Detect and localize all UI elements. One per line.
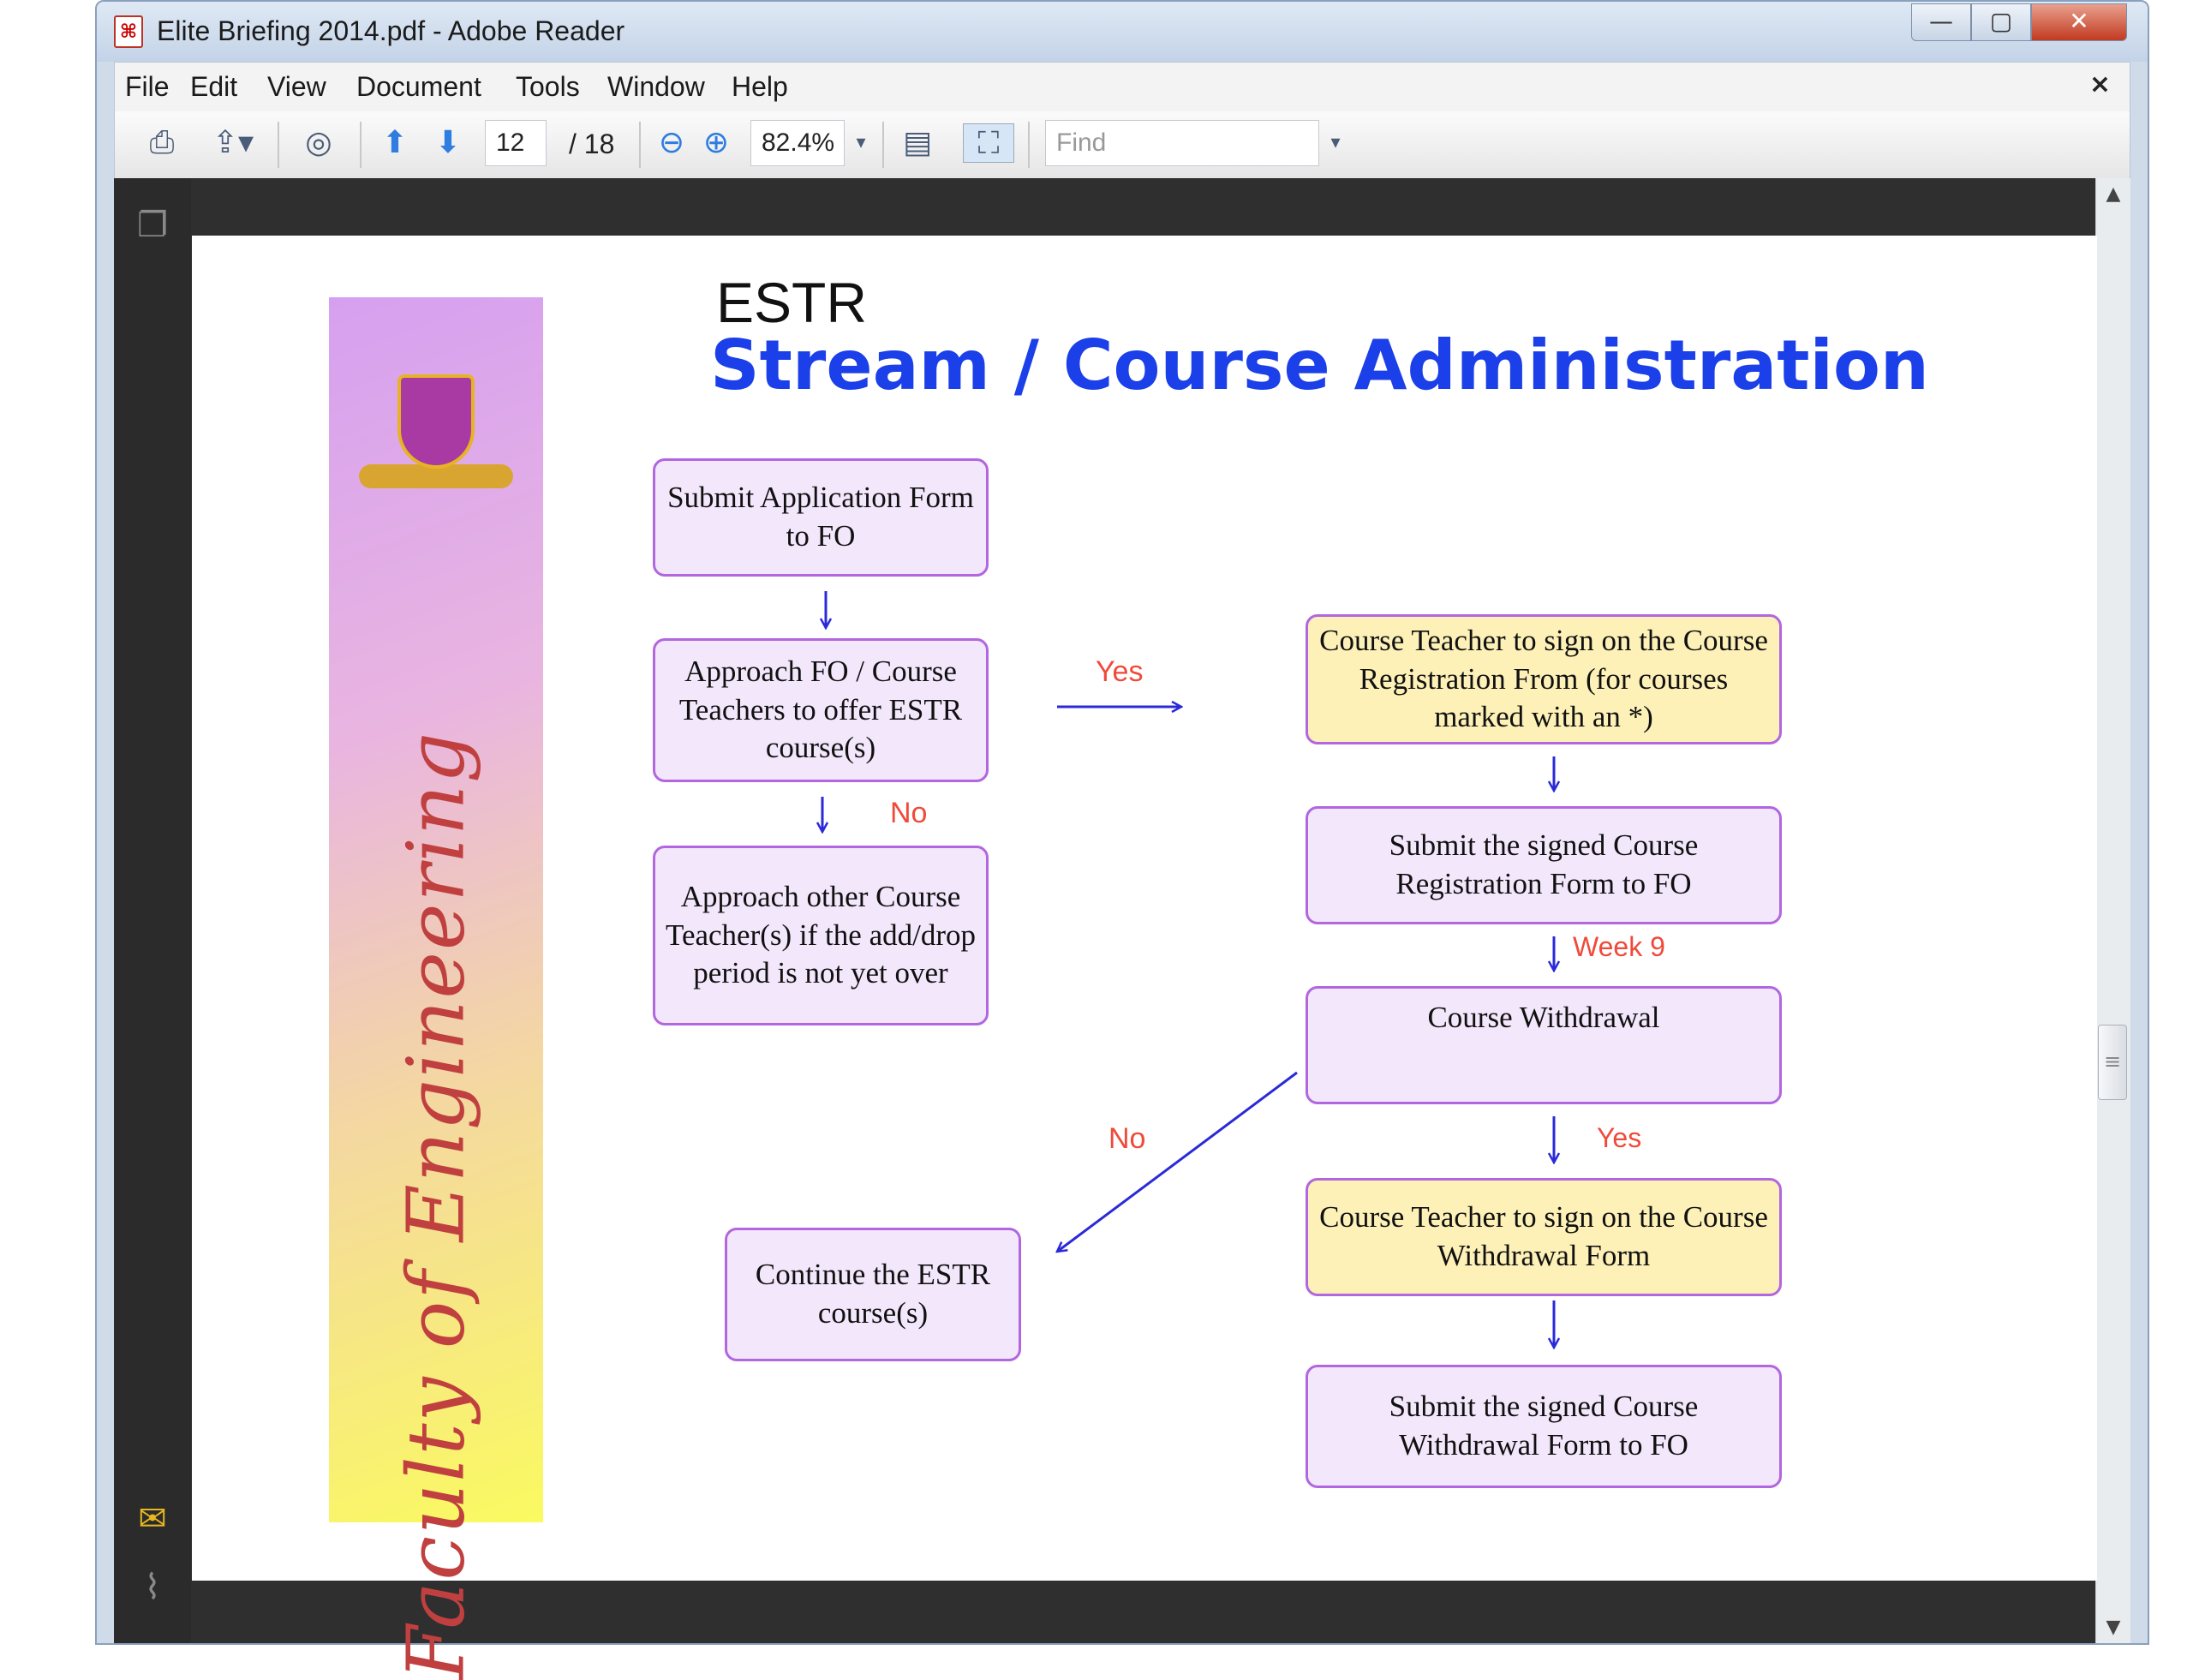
menu-window[interactable]: Window (607, 71, 705, 102)
toolbar-separator (278, 122, 279, 168)
menu-file[interactable]: File (125, 71, 170, 102)
toolbar-separator (1028, 122, 1030, 168)
flow-box-course-teacher-sign-registration: Course Teacher to sign on the Course Registration From (for courses marked with an *) (1306, 614, 1782, 744)
label-yes: Yes (1096, 655, 1144, 688)
page-total: / 18 (569, 129, 615, 159)
pages-icon[interactable]: ❐ (137, 206, 168, 245)
fit-width-icon[interactable]: ▤ (902, 125, 932, 160)
close-document-icon[interactable]: × (2088, 69, 2111, 99)
attachments-icon[interactable]: ⌇ (144, 1568, 161, 1607)
toolbar (114, 111, 2130, 179)
banner-text: Faculty of Engineering (390, 731, 482, 1680)
close-button[interactable]: ✕ (2031, 3, 2127, 41)
toolbar-separator (882, 122, 884, 168)
collaborate-icon[interactable]: ◎ (305, 125, 332, 160)
vertical-scrollbar[interactable] (2095, 178, 2130, 1643)
full-screen-icon[interactable]: ⛶ (963, 123, 1014, 163)
flow-box-course-withdrawal: Course Withdrawal (1306, 986, 1782, 1104)
slide-subtitle: Stream / Course Administration (710, 326, 1929, 405)
zoom-in-icon[interactable]: ⊕ (702, 125, 730, 160)
flow-box-submit-signed-withdrawal: Submit the signed Course Withdrawal Form to FO (1306, 1365, 1782, 1488)
menu-bar (114, 62, 2130, 113)
share-icon[interactable]: ⇪▾ (212, 125, 254, 160)
scroll-thumb[interactable]: ≡ (2098, 1025, 2127, 1100)
flow-arrows (192, 236, 2097, 1581)
menu-view[interactable]: View (267, 71, 326, 102)
menu-edit[interactable]: Edit (190, 71, 238, 102)
scroll-up-icon[interactable]: ▲ (2106, 183, 2121, 205)
pdf-file-icon: ⌘ (114, 15, 143, 48)
minimize-button[interactable]: — (1911, 3, 1971, 41)
find-dropdown-icon[interactable]: ▾ (1330, 132, 1341, 153)
flow-box-course-teacher-sign-withdrawal: Course Teacher to sign on the Course Withdrawal Form (1306, 1178, 1782, 1296)
label-withdrawal-yes: Yes (1597, 1122, 1642, 1153)
toolbar-separator (360, 122, 362, 168)
comments-icon[interactable]: ✉ (138, 1499, 167, 1539)
menu-document[interactable]: Document (356, 71, 481, 102)
page-number-input[interactable]: 12 (485, 120, 547, 166)
previous-page-icon[interactable]: ⬆ (381, 125, 409, 160)
next-page-icon[interactable]: ⬇ (434, 125, 462, 160)
flow-box-submit-signed-registration: Submit the signed Course Registration Form to FO (1306, 806, 1782, 924)
zoom-out-icon[interactable]: ⊖ (658, 125, 685, 160)
scroll-down-icon[interactable]: ▼ (2106, 1617, 2121, 1638)
label-no: No (890, 797, 928, 829)
menu-help[interactable]: Help (732, 71, 788, 102)
maximize-button[interactable]: ▢ (1971, 3, 2031, 41)
print-icon[interactable]: ⎙ (149, 125, 175, 160)
find-input[interactable]: Find (1045, 120, 1319, 166)
flow-box-submit-application: Submit Application Form to FO (653, 458, 989, 577)
slide-title: ESTR (716, 271, 868, 334)
label-week9: Week 9 (1573, 931, 1665, 962)
zoom-input[interactable]: 82.4% (750, 120, 845, 166)
title-bar[interactable] (97, 2, 2148, 62)
flow-box-approach-fo: Approach FO / Course Teachers to offer ESTR course(s) (653, 638, 989, 782)
toolbar-separator (639, 122, 641, 168)
flow-box-continue-estr: Continue the ESTR course(s) (725, 1228, 1021, 1361)
menu-tools[interactable]: Tools (516, 71, 580, 102)
flow-box-approach-other: Approach other Course Teacher(s) if the add/drop period is not yet over (653, 846, 989, 1025)
zoom-dropdown-icon[interactable]: ▾ (856, 132, 866, 153)
pdf-page (192, 236, 2097, 1680)
window-title: Elite Briefing 2014.pdf - Adobe Reader (157, 15, 625, 46)
arrow-withdrawal-no (1057, 1073, 1297, 1252)
navigation-panel (114, 178, 192, 1643)
label-withdrawal-no: No (1108, 1122, 1146, 1155)
